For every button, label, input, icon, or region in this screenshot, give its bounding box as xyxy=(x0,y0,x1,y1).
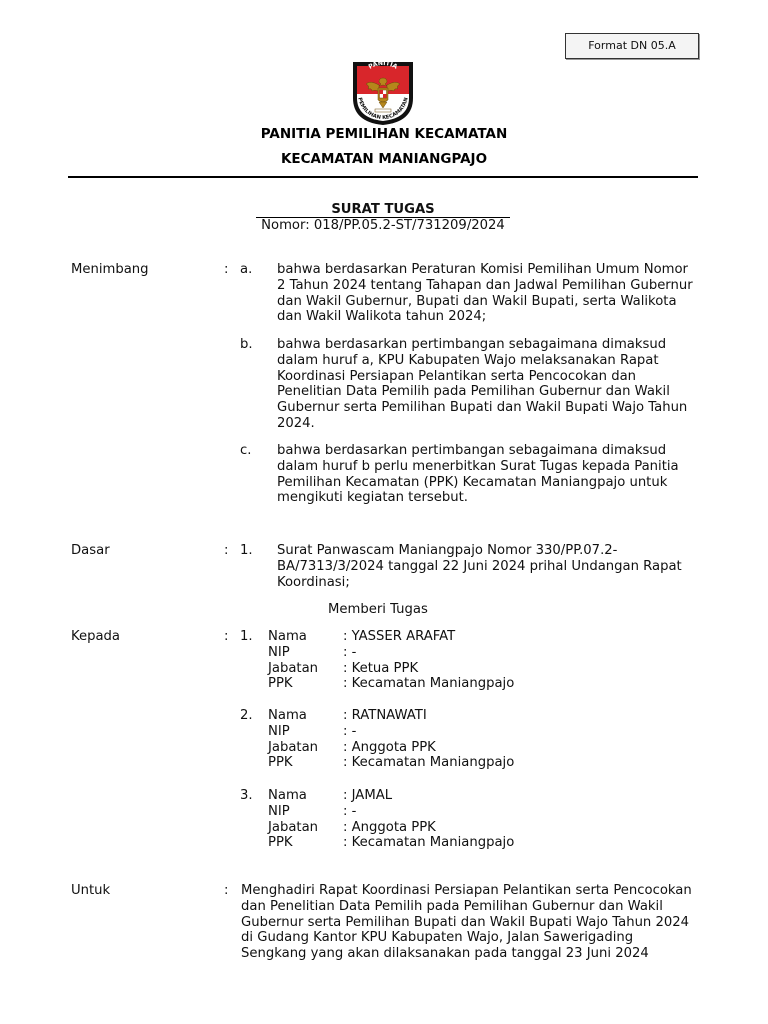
text-line: 2024. xyxy=(277,415,315,431)
menimbang-colon: : xyxy=(224,262,229,277)
text-line: Penelitian Data Pemilih pada Pemilihan Gubernur dan Wakil xyxy=(277,384,670,400)
field-value: : Anggota PPK xyxy=(343,739,436,755)
field-key: PPK xyxy=(268,835,293,851)
field-value: : Kecamatan Maniangpajo xyxy=(343,676,515,692)
text-line: dalam huruf a, KPU Kabupaten Wajo melaksanakan Rapat xyxy=(277,352,659,368)
field-value: : JAMAL xyxy=(343,788,393,803)
field-value: : - xyxy=(343,723,357,739)
menimbang-marker-b: b. xyxy=(240,337,253,352)
header-divider xyxy=(68,176,698,178)
field-value: : - xyxy=(343,644,357,660)
field-key: Nama xyxy=(268,788,307,803)
kepada-colon: : xyxy=(224,629,229,644)
text-line: Menghadiri Rapat Koordinasi Persiapan Pelantikan serta Pencocokan xyxy=(241,883,692,898)
text-line: di Gudang Kantor KPU Kabupaten Wajo, Jalan Sawerigading xyxy=(241,930,634,946)
format-label: Format DN 05.A xyxy=(565,33,699,59)
field-key: Jabatan xyxy=(268,819,319,835)
person-2-values xyxy=(343,708,514,771)
dasar-item xyxy=(277,543,697,590)
dasar-colon: : xyxy=(224,543,229,558)
kepada-label: Kepada xyxy=(71,629,121,644)
logo-bottom-text: PEMILIHAN KECAMATAN xyxy=(356,96,410,122)
person-3-keys xyxy=(268,788,318,851)
person-marker-3: 3. xyxy=(240,788,253,803)
menimbang-item-b xyxy=(277,337,697,432)
logo-top-text: PANITIA xyxy=(367,59,399,71)
text-line: Koordinasi; xyxy=(277,574,350,590)
dasar-marker: 1. xyxy=(240,543,253,558)
text-line: Surat Panwascam Maniangpajo Nomor 330/PP.07.2- xyxy=(277,543,618,558)
text-line: dan Wakil Gubernur, Bupati dan Wakil Bupati, serta Walikota xyxy=(277,293,677,309)
field-value: : Kecamatan Maniangpajo xyxy=(343,835,515,851)
field-key: Nama xyxy=(268,708,307,723)
person-marker-2: 2. xyxy=(240,708,253,723)
person-marker-1: 1. xyxy=(240,629,253,644)
field-key: NIP xyxy=(268,644,290,660)
ppk-emblem-logo xyxy=(348,58,418,126)
field-key: Jabatan xyxy=(268,739,319,755)
text-line: BA/7313/3/2024 tanggal 22 Juni 2024 prihal Undangan Rapat xyxy=(277,558,682,574)
person-1-keys xyxy=(268,629,318,692)
person-2-keys xyxy=(268,708,318,771)
text-line: dan Penelitian Data Pemilih pada Pemilihan Gubernur dan Wakil xyxy=(241,898,663,914)
untuk-label: Untuk xyxy=(71,883,111,898)
menimbang-marker-a: a. xyxy=(240,262,253,277)
field-value: : Ketua PPK xyxy=(343,660,419,676)
document-title: SURAT TUGAS xyxy=(256,202,510,218)
person-3-values xyxy=(343,788,514,851)
field-key: PPK xyxy=(268,676,293,692)
header-line-1: PANITIA PEMILIHAN KECAMATAN xyxy=(260,126,508,142)
text-line: dalam huruf b perlu menerbitkan Surat Tugas kepada Panitia xyxy=(277,458,679,474)
text-line: 2 Tahun 2024 tentang Tahapan dan Jadwal Pemilihan Gubernur xyxy=(277,277,693,293)
text-line: Koordinasi Persiapan Pelantikan serta Pencocokan dan xyxy=(277,368,637,384)
document-number: Nomor: 018/PP.05.2-ST/731209/2024 xyxy=(261,218,505,233)
text-line: Gubernur serta Pemilihan Bupati dan Wakil Bupati Wajo Tahun xyxy=(277,400,688,416)
menimbang-label: Menimbang xyxy=(71,262,149,277)
menimbang-item-c xyxy=(277,443,697,506)
text-line: Gubernur serta Pemilihan Bupati dan Wakil Bupati Wajo Tahun 2024 xyxy=(241,914,690,930)
field-value: : Anggota PPK xyxy=(343,819,436,835)
text-line: Sengkang yang akan dilaksanakan pada tanggal 23 Juni 2024 xyxy=(241,946,649,962)
field-value: : - xyxy=(343,803,357,819)
field-value: : Kecamatan Maniangpajo xyxy=(343,755,515,771)
dasar-label: Dasar xyxy=(71,543,110,558)
untuk-text xyxy=(241,883,697,962)
header-line-2: KECAMATAN MANIANGPAJO xyxy=(280,151,488,167)
field-key: NIP xyxy=(268,723,290,739)
text-line: bahwa berdasarkan Peraturan Komisi Pemilihan Umum Nomor xyxy=(277,262,688,277)
menimbang-item-a xyxy=(277,262,697,325)
menimbang-marker-c: c. xyxy=(240,443,252,458)
text-line: mengikuti kegiatan tersebut. xyxy=(277,490,468,506)
text-line: bahwa berdasarkan pertimbangan sebagaimana dimaksud xyxy=(277,443,667,458)
memberi-tugas-heading: Memberi Tugas xyxy=(328,602,428,617)
field-key: Nama xyxy=(268,629,307,644)
field-key: Jabatan xyxy=(268,660,319,676)
text-line: bahwa berdasarkan pertimbangan sebagaimana dimaksud xyxy=(277,337,667,352)
field-value: : YASSER ARAFAT xyxy=(343,629,456,644)
untuk-colon: : xyxy=(224,883,229,898)
field-key: PPK xyxy=(268,755,293,771)
text-line: Pemilihan Kecamatan (PPK) Kecamatan Maniangpajo untuk xyxy=(277,474,668,490)
field-value: : RATNAWATI xyxy=(343,708,427,723)
field-key: NIP xyxy=(268,803,290,819)
text-line: dan Wakil Walikota tahun 2024; xyxy=(277,309,487,325)
person-1-values xyxy=(343,629,514,692)
